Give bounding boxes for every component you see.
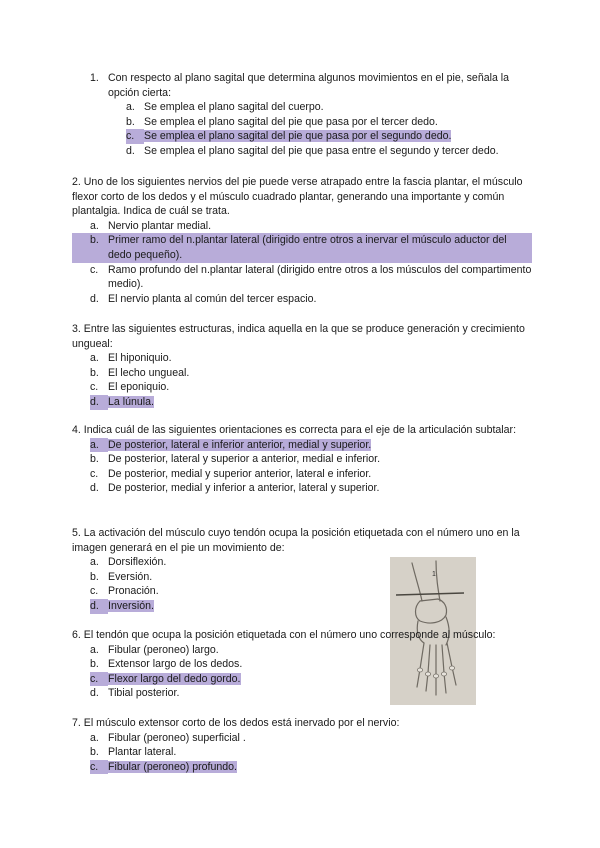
option-a <box>72 643 532 658</box>
question-6 <box>72 628 532 701</box>
option-list <box>72 219 532 307</box>
option-a <box>72 731 532 746</box>
option-letter: b. <box>90 746 99 759</box>
section-plane-line <box>396 593 464 595</box>
option-d <box>72 481 532 496</box>
option-letter: c. <box>90 381 99 394</box>
option-letter: c. <box>126 129 144 144</box>
option-letter: c. <box>90 672 108 687</box>
question-text: 2. Uno de los siguientes nervios del pie puede verse atrapado entre la fascia plantar, el músculo flexor corto de los dedos y el músculo cuadrado plantar, generando una importante y común plantalgia. Indica de cuál se trata. <box>72 176 523 218</box>
question-text: 3. Entre las siguientes estructuras, indica aquella en la que se produce generación y crecimiento ungueal: <box>72 323 525 350</box>
question-text: Con respecto al plano sagital que determina algunos movimientos en el pie, señala la opción cierta: <box>108 72 510 99</box>
question-3 <box>72 322 532 410</box>
option-text: Dorsiflexión. <box>108 556 167 569</box>
option-a <box>72 219 532 234</box>
question-2 <box>72 175 532 306</box>
option-text: Se emplea el plano sagital del pie que pasa por el tercer dedo. <box>144 115 438 128</box>
option-text: El lecho ungueal. <box>108 366 190 379</box>
option-b <box>72 745 532 760</box>
question-7 <box>72 716 532 774</box>
option-text: Tibial posterior. <box>108 687 180 700</box>
option-text: De posterior, medial y superior anterior, lateral e inferior. <box>108 467 372 480</box>
option-letter: d. <box>126 144 135 157</box>
option-letter: d. <box>90 599 108 614</box>
option-text: Eversión. <box>108 570 153 583</box>
option-text: Plantar lateral. <box>108 746 177 759</box>
option-d <box>72 292 532 307</box>
option-letter: a. <box>90 556 99 569</box>
option-letter: b. <box>126 115 135 128</box>
option-letter: a. <box>90 219 99 232</box>
option-letter: d. <box>90 292 99 305</box>
option-letter: a. <box>90 438 108 453</box>
option-letter: b. <box>90 570 99 583</box>
option-text: Se emplea el plano sagital del pie que pasa entre el segundo y tercer dedo. <box>144 144 499 157</box>
highlighted-answer: Primer ramo del n.plantar lateral (dirigido entre otros a inervar el músculo aductor del dedo pequeño). <box>108 234 507 261</box>
option-a <box>72 438 532 453</box>
option-c <box>72 129 532 144</box>
highlighted-answer: La lúnula. <box>108 395 154 408</box>
option-text: El nervio planta al común del tercer espacio. <box>108 292 317 305</box>
highlighted-answer: Inversión. <box>108 599 154 612</box>
question-text: 6. El tendón que ocupa la posición etiquetada con el número uno corresponde al músculo: <box>72 629 496 641</box>
option-list <box>72 731 532 775</box>
question-text: 5. La activación del músculo cuyo tendón ocupa la posición etiquetada con el número uno en la imagen generará en el pie un movimiento de: <box>72 527 520 554</box>
option-letter: a. <box>90 352 99 365</box>
option-text: De posterior, medial y inferior a anterior, lateral y superior. <box>108 482 380 495</box>
option-text: Se emplea el plano sagital del cuerpo. <box>144 101 324 114</box>
option-letter: c. <box>90 585 99 598</box>
option-d <box>72 144 532 159</box>
option-c <box>72 263 532 292</box>
option-text: De posterior, lateral y superior a anterior, medial e inferior. <box>108 453 381 466</box>
option-letter: b. <box>90 366 99 379</box>
option-list <box>72 100 532 158</box>
option-letter: a. <box>90 643 99 656</box>
option-text: Extensor largo de los dedos. <box>108 658 243 671</box>
question-stem <box>72 71 532 100</box>
question-text: 7. El músculo extensor corto de los dedos está inervado por el nervio: <box>72 717 400 729</box>
option-a <box>72 351 532 366</box>
option-b <box>72 366 532 381</box>
question-1 <box>72 71 532 159</box>
option-letter: c. <box>90 263 99 276</box>
figure-label: 1 <box>432 571 436 578</box>
option-text: Nervio plantar medial. <box>108 219 212 232</box>
option-text: El hiponiquio. <box>108 352 172 365</box>
option-letter: c. <box>90 760 108 775</box>
option-c <box>72 760 532 775</box>
option-b <box>72 233 532 262</box>
highlighted-answer: Flexor largo del dedo gordo. <box>108 672 241 685</box>
option-text: El eponiquio. <box>108 381 170 394</box>
option-c <box>72 672 532 687</box>
option-a <box>72 100 532 115</box>
highlighted-answer: De posterior, lateral e inferior anterior, medial y superior. <box>108 438 372 451</box>
option-text: Fibular (peroneo) largo. <box>108 643 219 656</box>
highlighted-answer: Fibular (peroneo) profundo. <box>108 760 237 773</box>
option-letter: a. <box>126 101 135 114</box>
question-text: 4. Indica cuál de las siguientes orientaciones es correcta para el eje de la articulación subtalar: <box>72 424 517 436</box>
question-4 <box>72 423 532 496</box>
option-b <box>72 657 532 672</box>
highlighted-answer: Se emplea el plano sagital del pie que pasa por el segundo dedo. <box>144 130 452 143</box>
option-letter: d. <box>90 395 108 410</box>
option-letter: b. <box>90 234 99 247</box>
option-list <box>72 351 532 409</box>
option-list <box>72 643 532 701</box>
option-c <box>72 380 532 395</box>
option-list <box>72 438 532 496</box>
option-letter: b. <box>90 453 99 466</box>
option-text: Ramo profundo del n.plantar lateral (dirigido entre otros a los músculos del compartimento medio). <box>108 263 532 291</box>
option-letter: d. <box>90 482 99 495</box>
option-letter: c. <box>90 467 99 480</box>
option-d <box>72 395 532 410</box>
option-letter: a. <box>90 731 99 744</box>
option-letter: d. <box>90 687 99 700</box>
question-number: 1. <box>90 72 99 84</box>
option-b <box>72 452 532 467</box>
option-letter: b. <box>90 658 99 671</box>
option-text: Fibular (peroneo) superficial . <box>108 731 246 744</box>
option-b <box>72 115 532 130</box>
option-c <box>72 467 532 482</box>
option-text: Pronación. <box>108 585 159 598</box>
option-d <box>72 686 532 701</box>
